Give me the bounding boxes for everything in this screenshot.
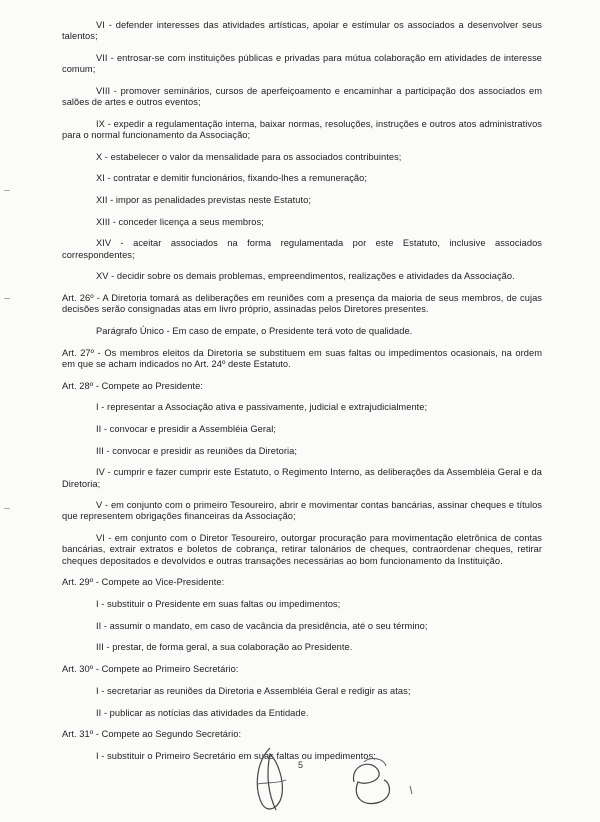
art-29-item-i: I - substituir o Presidente em suas faltas ou impedimentos; (96, 599, 341, 609)
art-31-heading: Art. 31º - Compete ao Segundo Secretário: (62, 729, 242, 740)
art-29-item-ii: II - assumir o mandato, em caso de vacância da presidência, até o seu término; (96, 620, 428, 631)
art-28-item-v: V - em conjunto com o primeiro Tesoureiro, abrir e movimentar contas bancárias, assinar cheques e títulos que representem obrigações financeiras da Associação; (62, 500, 542, 522)
item-xi-contratar: XI - contratar e demitir funcionários, fixando-lhes a remuneração; (96, 173, 367, 184)
item-vi-defender: VI - defender interesses das atividades artísticas, apoiar e estimular os associados a desenvolver seus talentos; (62, 20, 542, 42)
item-x-mensalidade: X - estabelecer o valor da mensalidade para os associados contribuintes; (96, 151, 402, 162)
item-xv-decidir: XV - decidir sobre os demais problemas, empreendimentos, realizações e atividades da Associação. (96, 271, 515, 282)
punch-mark (4, 508, 10, 509)
art-26: Art. 26º - A Diretoria tomará as deliberações em reuniões com a presença da maioria de seus membros, de cujas decisões serão consignadas atas em livro próprio, assinadas pelos Diretores presentes. (62, 293, 542, 315)
item-xiii-licenca: XIII - conceder licença a seus membros; (96, 216, 264, 227)
art-28-item-i: I - representar a Associação ativa e passivamente, judicial e extrajudicialmente; (96, 402, 428, 413)
art-30-item-ii: II - publicar as notícias das atividades da Entidade. (96, 707, 309, 718)
document-body (62, 20, 542, 773)
paragrafo-unico: Parágrafo Único - Em caso de empate, o Presidente terá voto de qualidade. (96, 325, 413, 336)
signature-initials-right (340, 752, 420, 814)
item-vii-entrosar: VII - entrosar-se com instituições públicas e privadas para mútua colaboração em atividades de interesse comum; (62, 52, 542, 75)
item-ix-expedir: IX - expedir a regulamentação interna, baixar normas, resoluções, instruções e outros atos administrativos para o normal funcionamento da Associação; (62, 118, 542, 140)
punch-mark (4, 298, 10, 299)
item-xii-penalidades: XII - impor as penalidades previstas neste Estatuto; (96, 195, 311, 206)
signature-initials-left (248, 744, 298, 814)
art-28-item-iii: III - convocar e presidir as reuniões da Diretoria; (96, 445, 297, 456)
punch-mark (4, 190, 10, 191)
item-viii-promover: VIII - promover seminários, cursos de aperfeiçoamento e encaminhar a participação dos associados em salões de artes e outros eventos; (62, 85, 542, 108)
art-28-item-ii: II - convocar e presidir a Assembléia Geral; (96, 423, 276, 434)
art-28-item-vi: VI - em conjunto com o Diretor Tesoureiro, outorgar procuração para movimentação eletrônica de contas bancárias, extrair extratos e boletos de cobrança, retirar talonários de cheques, contraordenar cheques, retirar cheques depositados e devolvidos e outras transações necessárias ao bom funcionamento da Instituição. (62, 533, 542, 566)
page-number: 5 (298, 760, 304, 770)
item-xiv-aceitar: XIV - aceitar associados na forma regulamentada por este Estatuto, inclusive associados correspondentes; (62, 238, 542, 260)
art-30-heading: Art. 30º - Compete ao Primeiro Secretário: (62, 664, 239, 675)
art-29-heading: Art. 29º - Compete ao Vice-Presidente: (62, 577, 225, 588)
art-28-heading: Art. 28º - Compete ao Presidente: (62, 380, 203, 391)
art-29-item-iii: III - prestar, de forma geral, a sua colaboração ao Presidente. (96, 642, 353, 653)
art-31-item-i: I - substituir o Primeiro Secretário em suas faltas ou impedimentos; (96, 750, 376, 761)
art-28-item-iv: IV - cumprir e fazer cumprir este Estatuto, o Regimento Interno, as deliberações da Assembléia Geral e da Diretoria; (62, 467, 542, 489)
art-27: Art. 27º - Os membros eleitos da Diretoria se substituem em suas faltas ou impedimentos ocasionais, na ordem em que se acham indicados no Art. 24º deste Estatuto. (62, 347, 542, 369)
art-30-item-i: I - secretariar as reuniões da Diretoria e Assembléia Geral e redigir as atas; (96, 685, 411, 696)
